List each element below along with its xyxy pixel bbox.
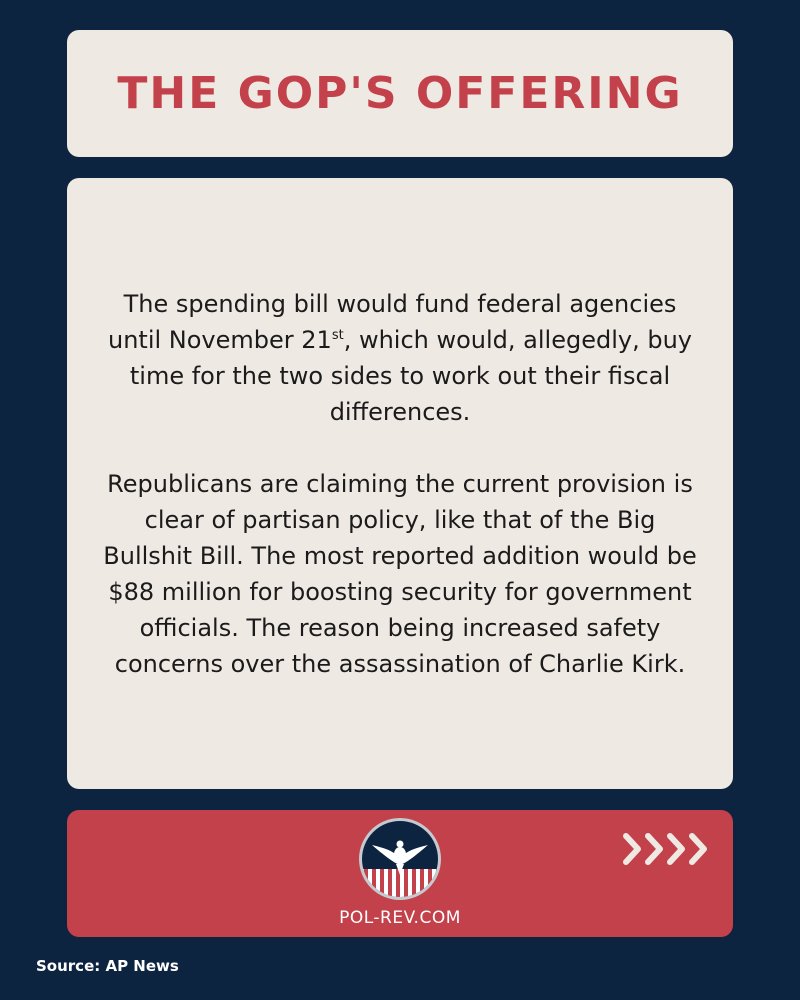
page-title: THE GOP'S OFFERING [117, 68, 683, 119]
footer-banner [67, 810, 733, 937]
paragraph-1 [97, 286, 703, 430]
title-card [67, 30, 733, 157]
eagle-flag-logo-icon [358, 817, 442, 901]
paragraph-1-text-a: The spending bill would fund federal agencies until November 21 [107, 289, 677, 354]
paragraph-1-text-b: , which would, allegedly, buy time for the two sides to work out their fiscal differences. [129, 325, 692, 426]
paragraph-2: Republicans are claiming the current provision is clear of partisan policy, like that of the Big Bullshit Bill. The most reported addition would be $88 million for boosting security for government officials. The reason being increased safety concerns over the assassination of Charlie Kirk. [103, 469, 697, 678]
site-url: POL-REV.COM [339, 908, 461, 928]
chevrons-right-icon [622, 830, 722, 868]
body-card [67, 178, 733, 789]
source-credit: Source: AP News [36, 957, 179, 975]
paragraph-1-superscript: st [331, 327, 344, 343]
